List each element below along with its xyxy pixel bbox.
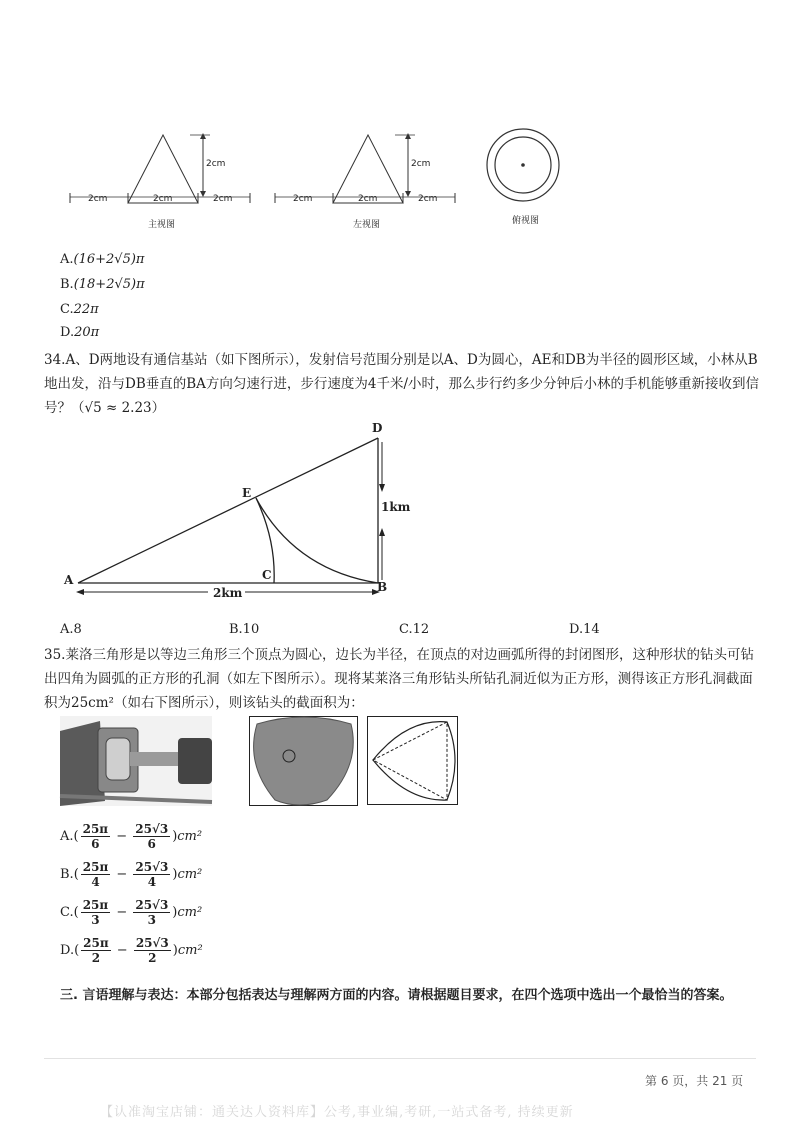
page-number: 第 6 页，共 21 页 <box>645 1074 744 1088</box>
q35-option-d[interactable]: D. ( $\frac{25\pi}{2}$ − $\frac{25√3}{2}$ ) cm² <box>60 936 203 965</box>
q34-label-a: A <box>64 573 74 587</box>
q35-option-b[interactable]: B. ( $\frac{25\pi}{4}$ − $\frac{25√3}{4}$ ) cm² <box>60 860 203 889</box>
footer-watermark: 【认准淘宝店铺：通关达人资料库】公考,事业编,考研,一站式备考, 持续更新 <box>100 1105 574 1120</box>
q34-option-b[interactable]: B.10 <box>229 622 260 637</box>
q35-stem: 35.莱洛三角形是以等边三角形三个顶点为圆心，边长为半径，在顶点的对边画弧所得的封闭图形，这种形状的钻头可钻出四角为圆弧的正方形的孔洞（如左下图所示）。现将某莱洛三角形钻头所钻孔洞近似为正方形，测得该正方形孔洞截面积为25cm²（如右下图所示），则该钻头的截面积为： <box>44 647 754 711</box>
left-view-height-label: 2cm <box>411 159 431 169</box>
q34-label-e: E <box>242 486 252 500</box>
top-view-caption: 俯视图 <box>512 216 540 226</box>
left-view-seg-1: 2cm <box>293 194 313 204</box>
q34-label-2km: 2km <box>213 586 243 600</box>
top-view-diagram <box>485 125 565 205</box>
front-view-caption: 主视图 <box>148 220 176 230</box>
q33-option-d[interactable]: D.20π <box>60 325 100 340</box>
q34-label-1km: 1km <box>381 500 411 514</box>
q34-diagram <box>60 420 420 605</box>
q33-figures <box>60 125 580 235</box>
drill-photo <box>60 716 212 806</box>
q34-label-d: D <box>372 421 383 435</box>
q35-option-c[interactable]: C. ( $\frac{25\pi}{3}$ − $\frac{25√3}{3}$ ) cm² <box>60 898 203 927</box>
q34-option-c[interactable]: C.12 <box>399 622 430 637</box>
reuleaux-drill-figure <box>249 716 359 806</box>
q34-label-b: B <box>377 580 388 594</box>
front-view-seg-2: 2cm <box>153 194 173 204</box>
q35-option-a[interactable]: A. ( $\frac{25\pi}{6}$ − $\frac{25√3}{6}$ ) cm² <box>60 822 203 851</box>
reuleaux-triangle-figure <box>367 716 459 806</box>
left-view-seg-2: 2cm <box>358 194 378 204</box>
q34-stem: 34.A、D两地设有通信基站（如下图所示），发射信号范围分别是以A、D为圆心，AE和DB为半径的圆形区域，小林从B地出发，沿与DB垂直的BA方向匀速行进，步行速度为4千米/小时，那么步行约多少分钟后小林的手机能够重新接收到信号？（√5 ≈ 2.23） <box>44 352 760 416</box>
q34-option-d[interactable]: D.14 <box>569 622 600 637</box>
section-three-heading: 三. 言语理解与表达：本部分包括表达与理解两方面的内容。请根据题目要求，在四个选项中选出一个最恰当的答案。 <box>60 988 733 1003</box>
front-view-seg-1: 2cm <box>88 194 108 204</box>
left-view-caption: 左视图 <box>353 220 381 230</box>
front-view-seg-3: 2cm <box>213 194 233 204</box>
q34-option-a[interactable]: A.8 <box>60 622 82 637</box>
front-view-height-label: 2cm <box>206 159 226 169</box>
q33-option-b[interactable]: B.(18+2√5)π <box>60 277 145 292</box>
footer-divider <box>44 1058 756 1059</box>
q34-label-c: C <box>262 568 272 582</box>
left-view-seg-3: 2cm <box>418 194 438 204</box>
q33-option-c[interactable]: C.22π <box>60 302 99 317</box>
q33-option-a[interactable]: A.(16+2√5)π <box>60 252 145 267</box>
